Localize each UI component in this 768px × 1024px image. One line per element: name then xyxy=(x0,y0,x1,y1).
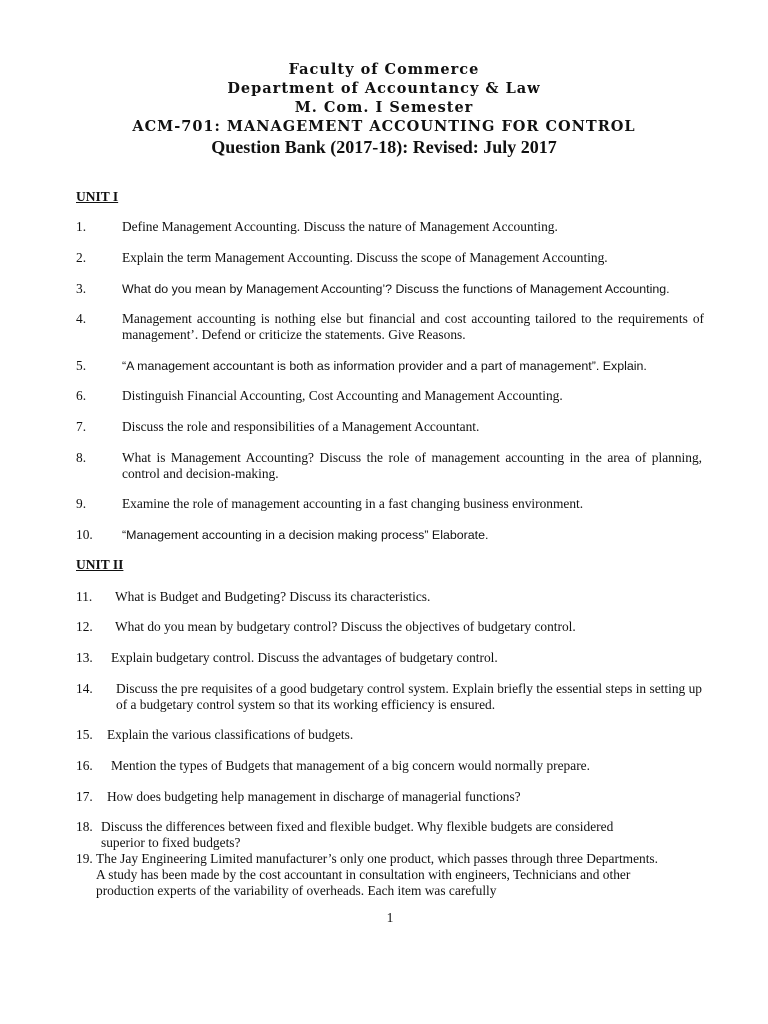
document-header xyxy=(0,60,768,158)
question-number: 11. xyxy=(76,589,93,604)
question-text: Explain the various classifications of budgets. xyxy=(107,727,354,742)
question-text: The Jay Engineering Limited manufacturer’s only one product, which passes through three Departments. A study has been made by the cost accountant in consultation with engineers, Technicians and other production experts of the variability of overheads. Each item was carefully xyxy=(96,851,658,898)
question-text: Discuss the differences between fixed and flexible budget. Why flexible budgets are considered superior to fixed budgets? xyxy=(101,819,614,850)
question-text: Mention the types of Budgets that management of a big concern would normally prepare. xyxy=(111,758,590,773)
question-item xyxy=(76,819,706,851)
question-number: 9. xyxy=(76,496,87,511)
question-item xyxy=(76,311,706,343)
question-text: What do you mean by budgetary control? Discuss the objectives of budgetary control. xyxy=(115,619,576,634)
question-number: 2. xyxy=(76,250,87,265)
question-number: 16. xyxy=(76,758,93,773)
question-item xyxy=(76,419,706,435)
question-item xyxy=(76,851,706,899)
question-item xyxy=(76,219,706,235)
question-number: 14. xyxy=(76,681,93,696)
question-item xyxy=(76,527,706,543)
question-text: Distinguish Financial Accounting, Cost Accounting and Management Accounting. xyxy=(122,388,563,403)
question-item xyxy=(76,388,706,404)
question-item xyxy=(76,589,706,605)
question-number: 1. xyxy=(76,219,87,234)
course-title: ACM-701: MANAGEMENT ACCOUNTING FOR CONTROL xyxy=(132,118,636,135)
question-item xyxy=(76,281,706,297)
question-item xyxy=(76,358,706,374)
question-text: Examine the role of management accounting in a fast changing business environment. xyxy=(122,496,584,511)
question-number: 17. xyxy=(76,789,93,804)
question-item xyxy=(76,789,706,805)
question-text: Explain budgetary control. Discuss the advantages of budgetary control. xyxy=(111,650,498,665)
department-title: Department of Accountancy & Law xyxy=(227,80,541,97)
unit-2-heading: UNIT II xyxy=(76,557,124,572)
question-text: What is Management Accounting? Discuss the role of management accounting in the area of planning, control and decision-making. xyxy=(122,450,702,481)
question-item xyxy=(76,727,706,743)
question-text: How does budgeting help management in discharge of managerial functions? xyxy=(107,789,521,804)
course-semester: M. Com. I Semester xyxy=(294,99,474,116)
question-item xyxy=(76,758,706,774)
question-number: 3. xyxy=(76,281,87,296)
question-text: Explain the term Management Accounting. Discuss the scope of Management Accounting. xyxy=(122,250,608,265)
faculty-title: Faculty of Commerce xyxy=(288,61,480,78)
question-number: 13. xyxy=(76,650,93,665)
question-item xyxy=(76,496,706,512)
unit-1-heading: UNIT I xyxy=(76,189,119,204)
question-item xyxy=(76,450,706,482)
question-text: What do you mean by Management Accounting’? Discuss the functions of Management Accounting. xyxy=(122,282,670,296)
question-text: Management accounting is nothing else but financial and cost accounting tailored to the requirements of management’. Defend or criticize the statements. Give Reasons. xyxy=(122,311,704,342)
question-number: 12. xyxy=(76,619,93,634)
question-number: 8. xyxy=(76,450,87,465)
question-item xyxy=(76,250,706,266)
question-number: 4. xyxy=(76,311,87,326)
page-number: 1 xyxy=(386,910,394,925)
question-number: 5. xyxy=(76,358,87,373)
question-text: Discuss the role and responsibilities of a Management Accountant. xyxy=(122,419,480,434)
question-item xyxy=(76,681,706,713)
question-text: What is Budget and Budgeting? Discuss its characteristics. xyxy=(115,589,431,604)
question-text: “A management accountant is both as information provider and a part of management”. Explain. xyxy=(122,359,647,373)
question-bank-title: Question Bank (2017-18): Revised: July 2017 xyxy=(211,137,557,157)
question-number: 10. xyxy=(76,527,93,542)
question-text: Define Management Accounting. Discuss the nature of Management Accounting. xyxy=(122,219,558,234)
question-number: 6. xyxy=(76,388,87,403)
question-number: 15. xyxy=(76,727,93,742)
question-number: 18. xyxy=(76,819,93,834)
question-item xyxy=(76,619,706,635)
question-number: 19. xyxy=(76,851,93,866)
question-text: “Management accounting in a decision making process” Elaborate. xyxy=(122,528,489,542)
question-number: 7. xyxy=(76,419,87,434)
question-item xyxy=(76,650,706,666)
question-text: Discuss the pre requisites of a good budgetary control system. Explain briefly the essential steps in setting up of a budgetary control system so that its working efficiency is ensured. xyxy=(116,681,702,712)
